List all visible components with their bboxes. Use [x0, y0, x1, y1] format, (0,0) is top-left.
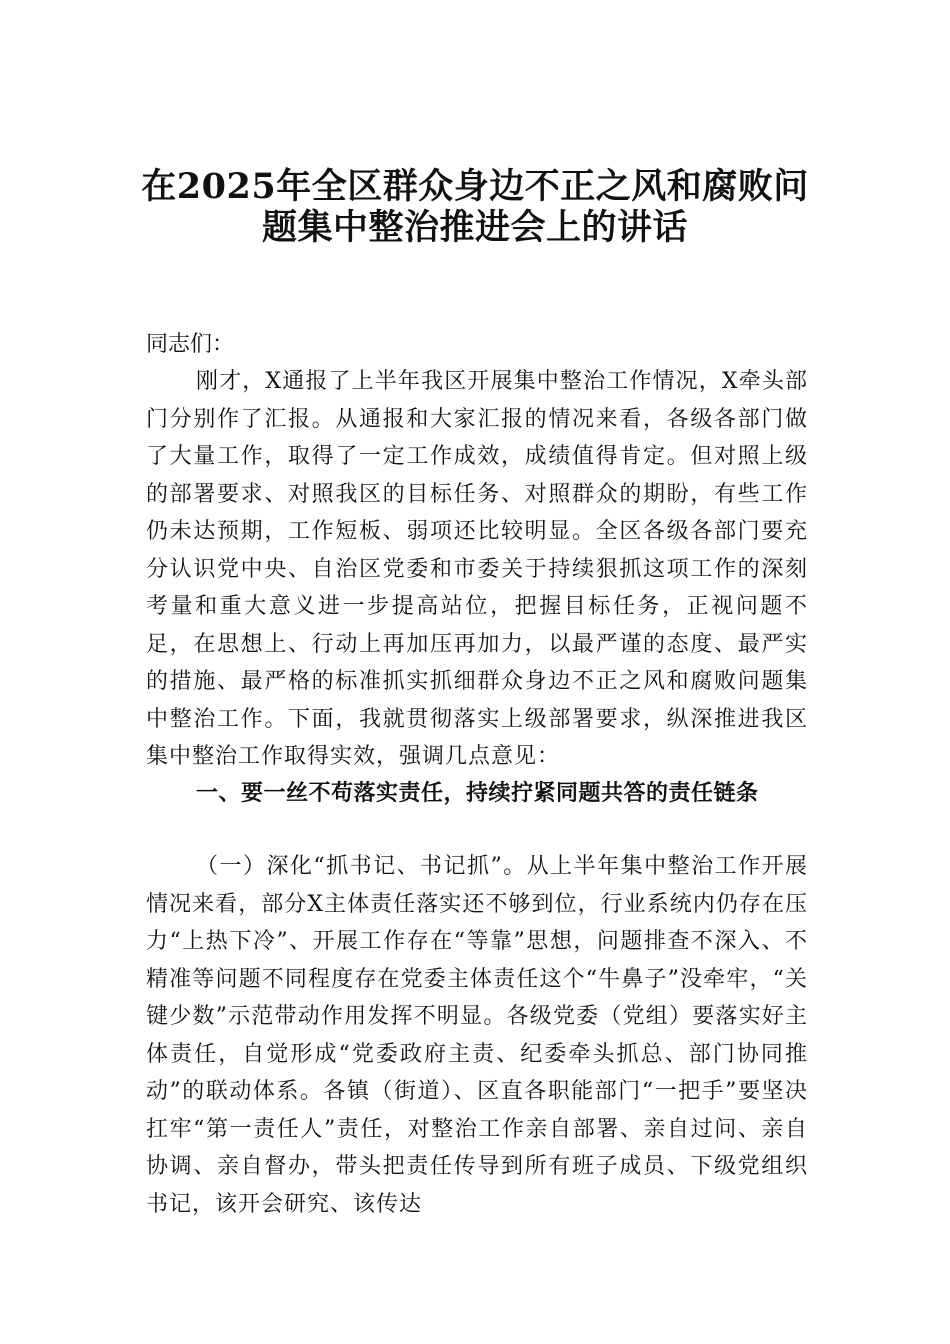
document-title-line-2: 题集中整治推进会上的讲话 — [261, 207, 688, 248]
intro-paragraph-block — [146, 363, 808, 776]
intro-paragraph: 刚才，X通报了上半年我区开展集中整治工作情况，X牵头部门分别作了汇报。从通报和大家汇报的情况来看，各级各部门做了大量工作，取得了一定工作成效，成绩值得肯定。但对照上级的部署要求、对照我区的目标任务、对照群众的期盼，有些工作仍未达预期，工作短板、弱项还比较明显。全区各级各部门要充分认识党中央、自治区党委和市委关于持续狠抓这项工作的深刻考量和重大意义进一步提高站位，把握目标任务，正视问题不足，在思想上、行动上再加压再加力，以最严谨的态度、最严实的措施、最严格的标准抓实抓细群众身边不正之风和腐败问题集中整治工作。下面，我就贯彻落实上级部署要求，纵深推进我区集中整治工作取得实效，强调几点意见： — [146, 369, 808, 769]
subsection-1-paragraph: （一）深化“抓书记、书记抓”。从上半年集中整治工作开展情况来看，部分X主体责任落实还不够到位，行业系统内仍存在压力“上热下冷”、开展工作存在“等靠”思想，问题排查不深入、不精准等问题不同程度存在党委主体责任这个“牛鼻子”没牵牢，“关键少数”示范带动作用发挥不明显。各级党委（党组）要落实好主体责任，自觉形成“党委政府主责、纪委牵头抓总、部门协同推动”的联动体系。各镇（街道）、区直各职能部门“一把手”要坚决扛牢“第一责任人”责任，对整治工作亲自部署、亲自过问、亲自协调、亲自督办，带头把责任传导到所有班子成员、下级党组织书记，该开会研究、该传达 — [146, 854, 808, 1217]
section-1-heading: 一、要一丝不苟落实责任，持续拧紧同题共答的责任链条 — [196, 781, 759, 806]
document-title-line-1: 在2025年全区群众身边不正之风和腐败问 — [141, 166, 809, 207]
salutation: 同志们： — [146, 332, 235, 357]
subsection-1-block — [146, 848, 808, 1223]
